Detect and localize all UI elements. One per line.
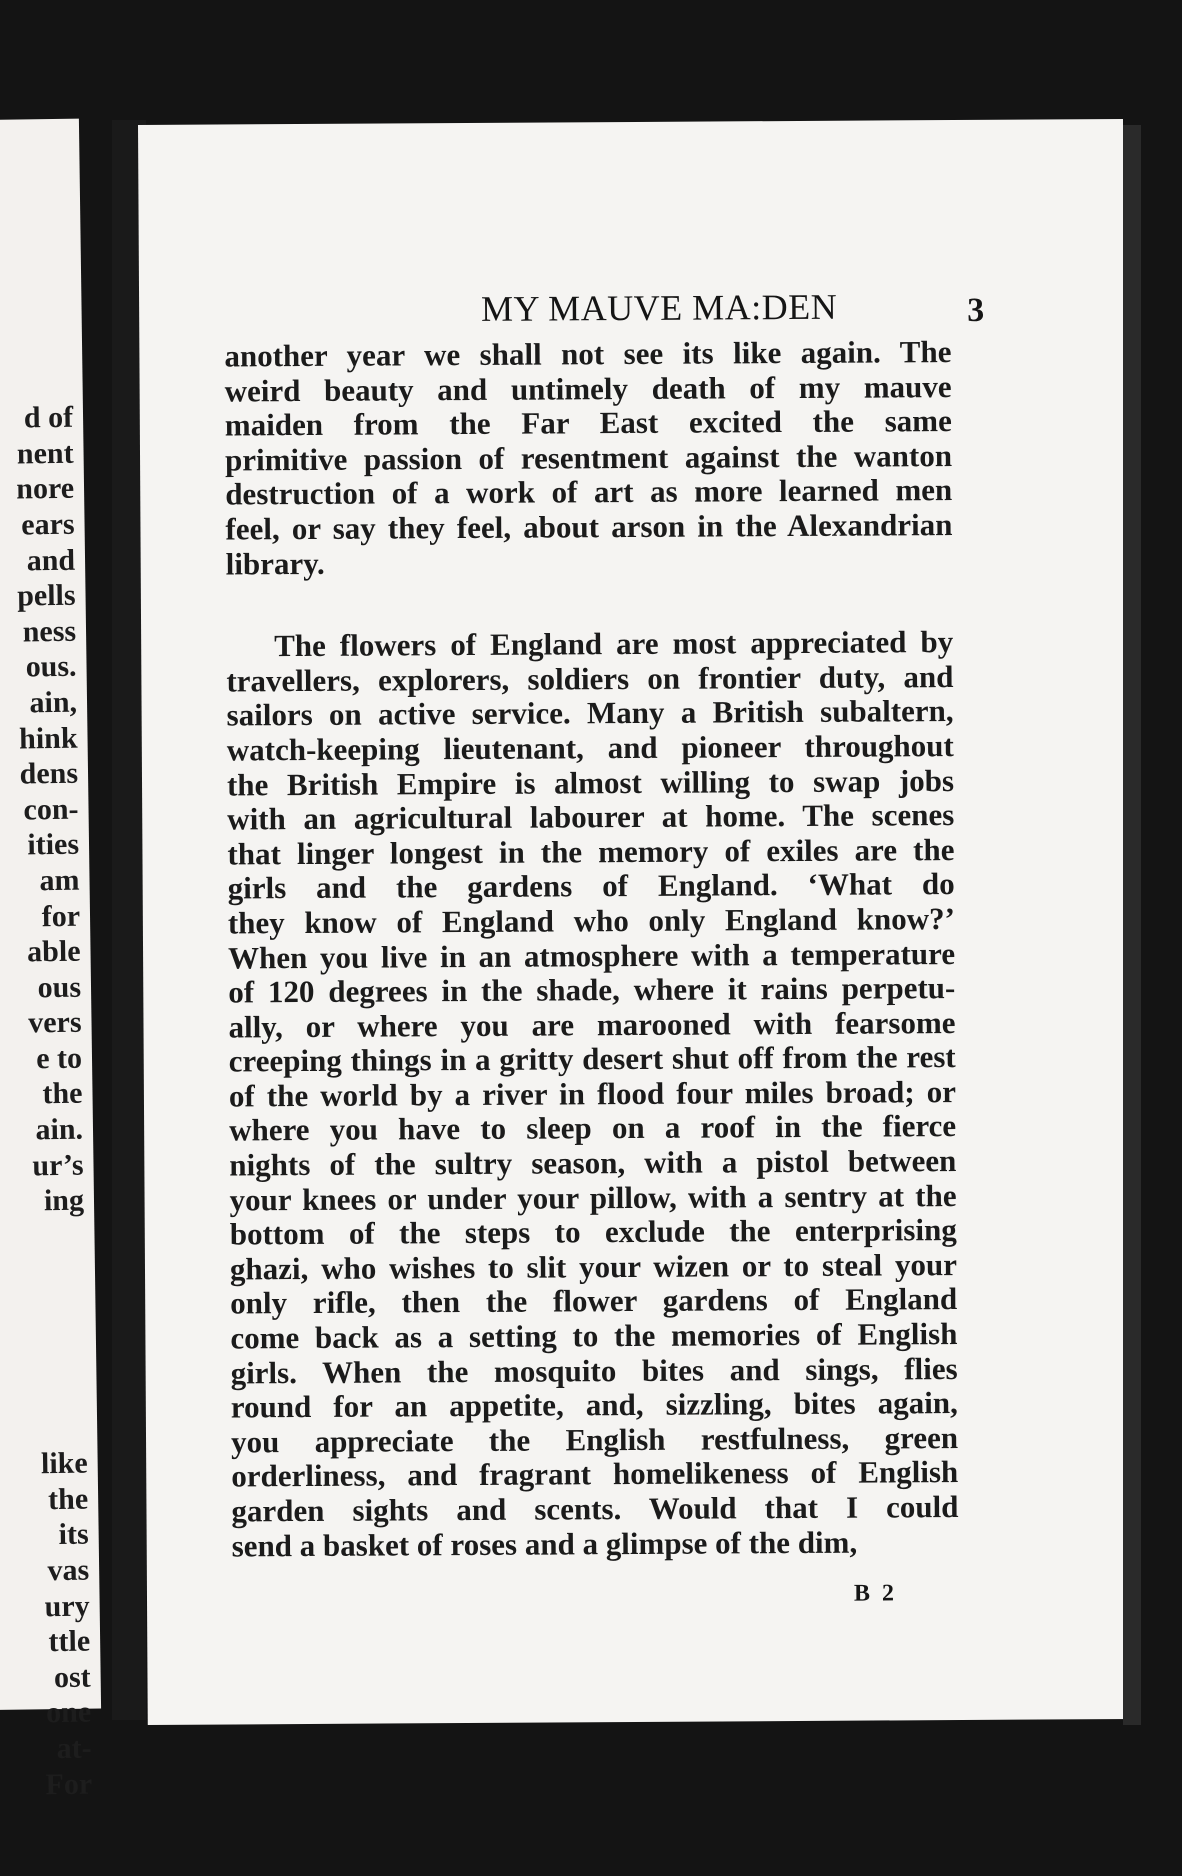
left-page-line: one: [45, 1695, 92, 1730]
left-page-line: nent: [16, 436, 74, 471]
left-page-line: e to: [35, 1041, 83, 1076]
text-line: bottom of the steps to exclude the enterprising: [229, 1212, 957, 1252]
text-line: of the world by a river in flood four miles broad; or: [228, 1073, 957, 1114]
body-text: [224, 335, 958, 1564]
left-page-line: ain,: [29, 685, 78, 720]
text-line: with an agricultural labourer at home. The scenes: [227, 797, 955, 837]
left-page-line: ities: [27, 827, 80, 862]
left-page-text: [0, 329, 93, 1874]
text-line: The flowers of England are most appreciated by: [274, 624, 954, 664]
running-head: MY MAUVE MA:DEN: [480, 286, 838, 329]
left-page-line: dens: [19, 756, 79, 791]
text-line: primitive passion of resentment against the wanton: [224, 437, 953, 478]
text-line: girls and the gardens of England. ‘What do: [227, 866, 955, 906]
text-line: the British Empire is almost willing to swap jobs: [226, 762, 955, 802]
text-line: maiden from the Far East excited the same: [224, 403, 952, 443]
text-line: creeping things in a gritty desert shut off from the rest: [228, 1039, 956, 1079]
left-page-line: For: [45, 1767, 93, 1801]
left-page-line: nore: [16, 472, 75, 506]
left-page-line: ous: [37, 970, 82, 1004]
left-facing-page: [0, 119, 101, 1801]
paragraph-1: [224, 335, 952, 582]
left-page-line: ness: [22, 614, 77, 649]
left-page-line: pells: [16, 578, 76, 613]
left-page-line: hink: [18, 721, 78, 756]
text-line: garden sights and scents. Would that I could: [231, 1489, 959, 1529]
book-page: [138, 119, 1133, 1725]
left-page-line: ous.: [25, 650, 77, 684]
left-page-line: the: [42, 1077, 83, 1111]
text-line: they know of England who only England know?’: [227, 900, 955, 941]
text-line: round for an appetite, and, sizzling, bites again,: [230, 1385, 958, 1425]
left-page-line: and: [26, 543, 76, 577]
text-line: ally, or where you are marooned with fearsome: [228, 1004, 956, 1045]
page-number: 3: [967, 291, 985, 329]
page-edge-shadow: [1123, 125, 1141, 1725]
text-line: weird beauty and untimely death of my mauve: [224, 368, 952, 409]
text-line: nights of the sultry season, with a pistol between: [229, 1143, 957, 1183]
left-page-line: con-: [23, 792, 79, 827]
left-page-line: d of: [23, 400, 74, 435]
left-page-line: ain.: [35, 1112, 84, 1147]
left-page-line: its: [58, 1518, 89, 1552]
left-page-line: the: [47, 1482, 89, 1516]
text-line: that linger longest in the memory of exiles are the: [227, 831, 955, 872]
left-page-line: ury: [44, 1589, 90, 1623]
text-line: where you have to sleep on a roof in the fierce: [229, 1108, 957, 1148]
paragraph-2: [226, 625, 959, 1563]
text-line: feel, or say they feel, about arson in the Alexandrian: [225, 507, 953, 547]
text-line: ghazi, who wishes to slit your wizen or to steal your: [229, 1246, 958, 1287]
text-line: orderliness, and fragrant homelikeness of English: [231, 1454, 959, 1494]
text-line: another year we shall not see its like again. The: [224, 334, 952, 374]
left-page-line: ttle: [48, 1624, 91, 1659]
left-page-line: am: [39, 863, 80, 898]
text-line: your knees or under your pillow, with a sentry at the: [229, 1177, 957, 1218]
text-line: When you live in an atmosphere with a temperature: [227, 935, 956, 975]
text-line: destruction of a work of art as more learned men: [225, 472, 953, 512]
left-page-line: ing: [43, 1183, 85, 1218]
left-page-line: for: [41, 899, 81, 933]
left-page-line: ears: [21, 507, 75, 542]
left-page-line: ur’s: [32, 1148, 84, 1183]
text-line: travellers, explorers, soldiers on frontier duty, and: [226, 658, 954, 699]
text-line: only rifle, then the flower gardens of England: [230, 1281, 958, 1321]
left-page-line: like: [40, 1446, 88, 1481]
left-page-line: able: [26, 934, 81, 969]
signature-mark: B 2: [853, 1580, 898, 1607]
left-page-line: ost: [53, 1660, 91, 1694]
text-line: girls. When the mosquito bites and sings, flies: [230, 1350, 958, 1391]
text-line: you appreciate the English restfulness, green: [230, 1419, 959, 1460]
text-line: watch-keeping lieutenant, and pioneer throughout: [226, 727, 954, 768]
text-line: sailors on active service. Many a British subaltern,: [226, 693, 954, 733]
left-page-line: vas: [47, 1553, 90, 1588]
text-line: send a basket of roses and a glimpse of the dim,: [231, 1524, 858, 1564]
text-line: of 120 degrees in the shade, where it rains perpetu-: [228, 970, 956, 1010]
text-line: come back as a setting to the memories of English: [230, 1316, 958, 1356]
left-page-line: at-: [56, 1731, 92, 1766]
left-page-line: vers: [27, 1005, 82, 1040]
text-line: library.: [225, 545, 325, 582]
